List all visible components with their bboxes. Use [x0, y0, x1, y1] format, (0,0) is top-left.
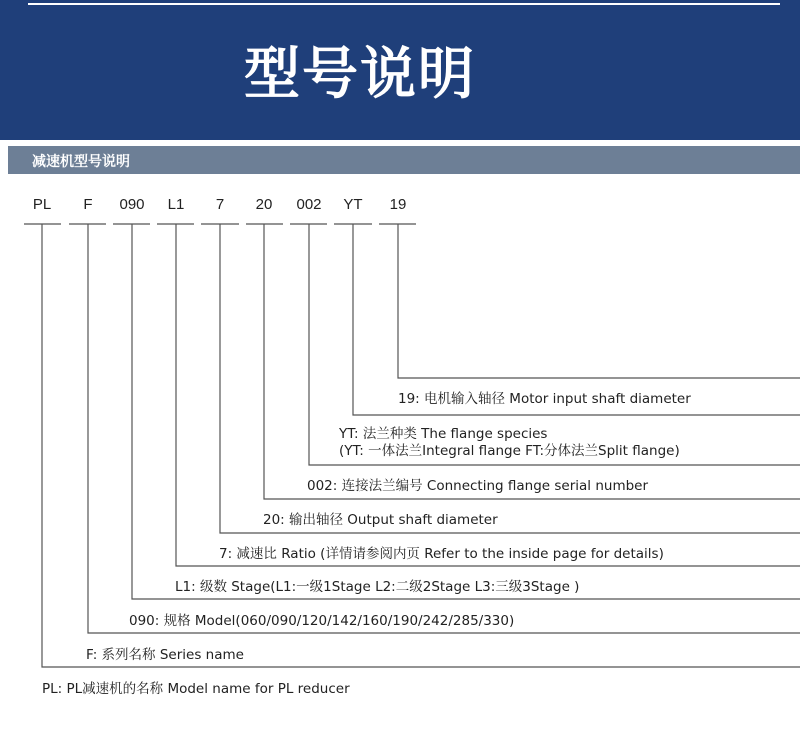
code-f: F [83, 196, 93, 213]
code-090: 090 [119, 196, 145, 213]
code-19: 19 [389, 196, 407, 213]
desc-yt [339, 426, 680, 460]
desc-yt-line1: YT: 法兰种类 The flange species [339, 426, 548, 442]
desc-f: F: 系列名称 Series name [86, 647, 244, 663]
leader-19 [398, 224, 800, 378]
code-pl: PL [32, 196, 52, 213]
desc-l1: L1: 级数 Stage(L1:一级1Stage L2:二级2Stage L3:三级3Stage ) [175, 579, 580, 595]
code-7: 7 [215, 196, 225, 213]
code-002: 002 [296, 196, 322, 213]
desc-002: 002: 连接法兰编号 Connecting flange serial number [307, 478, 649, 494]
desc-20: 20: 输出轴径 Output shaft diameter [263, 512, 498, 528]
page-title: 型号说明 [244, 42, 476, 107]
desc-yt-line2: (YT: 一体法兰Integral flange FT:分体法兰Split flange) [339, 443, 680, 459]
desc-19: 19: 电机输入轴径 Motor input shaft diameter [398, 391, 691, 407]
section-title: 减速机型号说明 [32, 154, 130, 170]
desc-090: 090: 规格 Model(060/090/120/142/160/190/242/285/330) [129, 613, 515, 629]
desc-7: 7: 减速比 Ratio (详情请参阅内页 Refer to the inside page for details) [219, 546, 664, 562]
code-yt: YT [343, 196, 363, 213]
desc-pl: PL: PL减速机的名称 Model name for PL reducer [42, 681, 350, 697]
code-20: 20 [255, 196, 273, 213]
code-l1: L1 [167, 196, 185, 213]
